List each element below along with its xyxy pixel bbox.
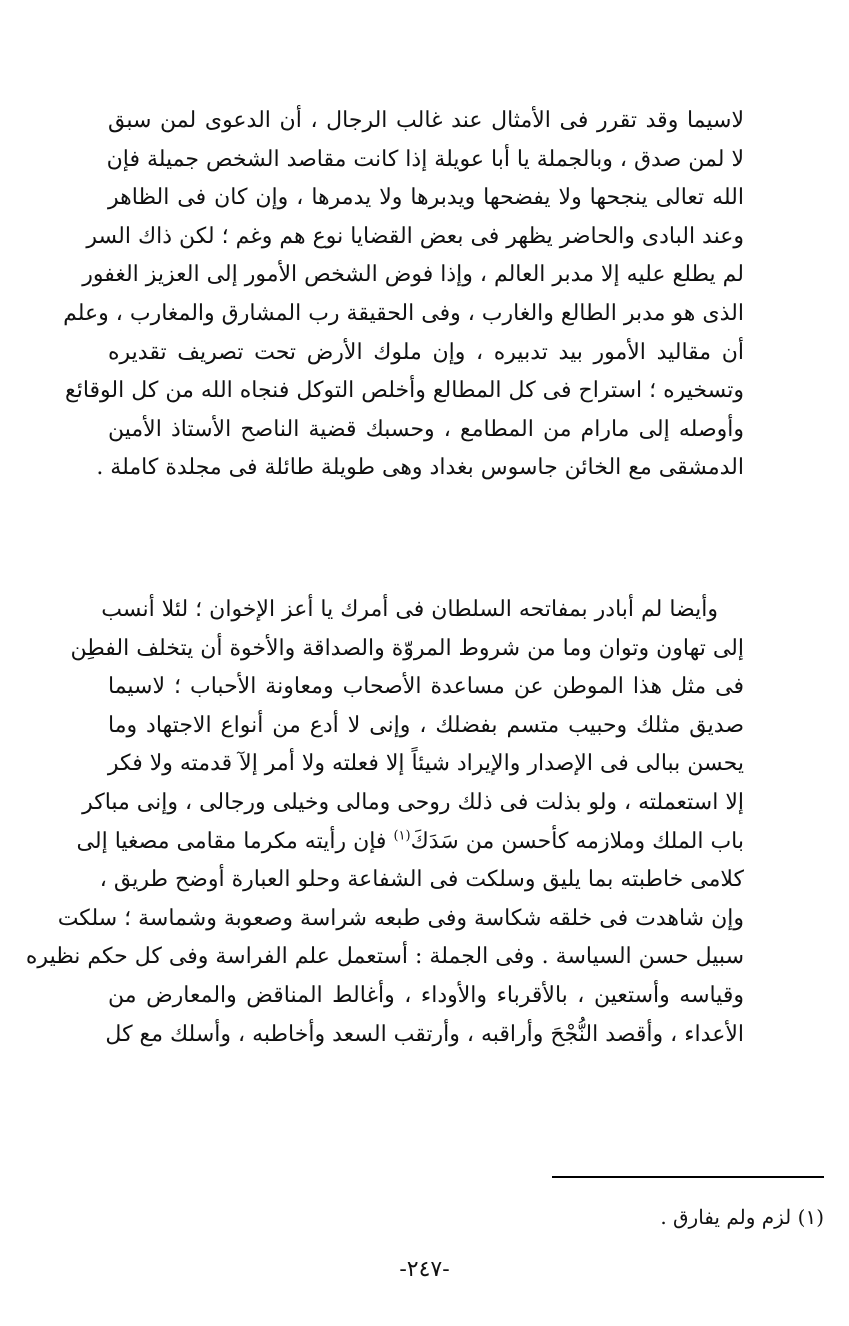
text-segment: فإن رأيته مكرما مقامى مصغيا إلى [76,828,387,854]
text-line: كلامى خاطبته بما يليق وسلكت فى الشفاعة وحلو العبارة أوضح طريق ، [99,867,744,893]
page-number: -٢٤٧- [399,1257,450,1282]
text-line: سبيل حسن السياسة . وفى الجملة : أستعمل علم الفراسة وفى كل حكم نظيره [25,944,744,970]
text-line: صديق مثلك وحبيب متسم بفضلك ، وإنى لا أدع من أنواع الاجتهاد وما [108,712,744,738]
text-segment: باب الملك وملازمه كأحسن من سَدَكَ [410,828,744,854]
text-line: وأيضا لم أبادر بمفاتحه السلطان فى أمرك يا أعز الإخوان ؛ لئلا أنسب [101,597,718,622]
text-line-with-footnote [76,823,744,862]
text-line: إلا استعملته ، ولو بذلت فى ذلك روحى ومالى وخيلى ورجالى ، وإنى مباكر [82,789,744,815]
footnote-marker: (١) [393,828,411,844]
text-line: إلى تهاون وتوان وما من شروط المروّة والصداقة والأخوة أن يتخلف الفطِن [70,635,744,661]
text-line: لا لمن صدق ، وبالجملة يا أبا عويلة إذا كانت مقاصد الشخص جميلة فإن [106,146,744,172]
text-line: وإن شاهدت فى خلقه شكاسة وفى طبعه شراسة وصعوبة وشماسة ؛ سلكت [57,905,744,931]
text-line: فى مثل هذا الموطن عن مساعدة الأصحاب ومعاونة الأحباب ؛ لاسيما [108,674,744,700]
paragraph-2 [25,591,744,1054]
text-line: لم يطلع عليه إلا مدبر العالم ، وإذا فوض الشخص الأمور إلى العزيز الغفور [82,262,744,288]
text-line: وقياسه وأستعين ، بالأقرباء والأوداء ، وأغالط المناقض والمعارض من [108,982,744,1008]
footnote: (١) لزم ولم يفارق . [660,1205,824,1229]
text-line: أن مقاليد الأمور بيد تدبيره ، وإن ملوك الأرض تحت تصريف تقديره [108,339,744,365]
text-line: وعند البادى والحاضر يظهر فى بعض القضايا نوع هم وغم ؛ لكن ذاك السر [86,223,744,249]
text-line: وأوصله إلى مارام من المطامع ، وحسبك قضية الناصح الأستاذ الأمين [108,416,744,442]
text-line: الله تعالى ينجحها ولا يفضحها ويدبرها ولا يدمرها ، وإن كان فى الظاهر [108,185,744,211]
text-line: يحسن ببالى فى الإصدار والإيراد شيئاً إلا فعلته ولا أمر إلآ قدمته ولا فكر [107,751,744,777]
footnote-divider [552,1176,824,1178]
text-line: الأعداء ، وأقصد النُّجْحَ وأراقبه ، وأرتقب السعد وأخاطبه ، وأسلك مع كل [105,1021,744,1047]
text-line: الدمشقى مع الخائن جاسوس بغداد وهى طويلة طائلة فى مجلدة كاملة . [96,455,744,481]
text-line: لاسيما وقد تقرر فى الأمثال عند غالب الرجال ، أن الدعوى لمن سبق [108,108,744,133]
text-line: وتسخيره ؛ استراح فى كل المطالع وأخلص التوكل فنجاه الله من كل الوقائع [64,378,744,404]
paragraph-1 [63,102,744,488]
text-line: الذى هو مدبر الطالع والغارب ، وفى الحقيقة رب المشارق والمغارب ، وعلم [63,300,744,326]
